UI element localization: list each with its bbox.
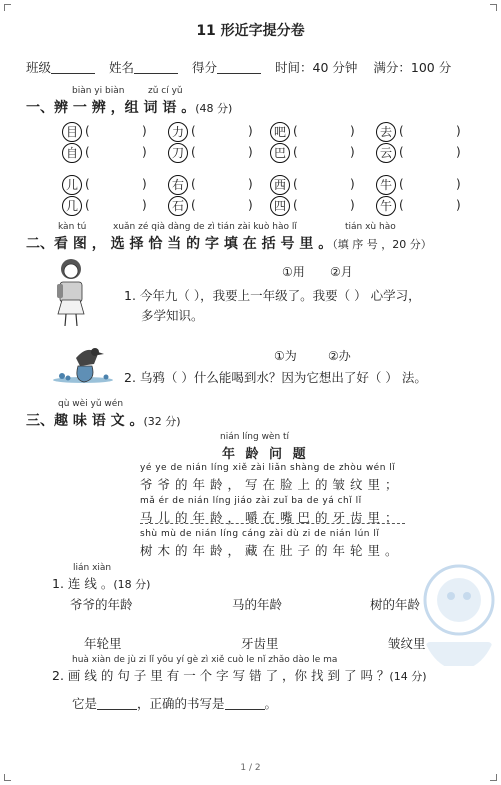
name-blank[interactable] bbox=[134, 61, 178, 74]
word-blank-open[interactable]: ( bbox=[399, 124, 404, 138]
word-blank-open[interactable]: ( bbox=[293, 124, 298, 138]
poem-line-3-pinyin: shù mù de nián líng cáng zài dù zi de nián lún lǐ bbox=[140, 529, 380, 539]
word-blank-open[interactable]: ( bbox=[399, 177, 404, 191]
word-blank-close: ) bbox=[350, 124, 355, 138]
q2-text: 2. 乌鸦（ ）什么能喝到水？因为它想出了好（ ） 法。 bbox=[124, 370, 427, 385]
score-blank[interactable] bbox=[217, 61, 261, 74]
answer-suffix: 。 bbox=[264, 696, 278, 711]
class-label: 班级 bbox=[26, 60, 52, 75]
word-blank-open[interactable]: ( bbox=[85, 145, 90, 159]
match-bottom-1[interactable]: 年轮里 bbox=[84, 636, 122, 651]
word-blank-open[interactable]: ( bbox=[293, 145, 298, 159]
word-blank-open[interactable]: ( bbox=[85, 198, 90, 212]
char-box: 牛 bbox=[376, 175, 396, 195]
word-blank-open[interactable]: ( bbox=[191, 198, 196, 212]
char-box: 目 bbox=[62, 122, 82, 142]
student-info-line bbox=[26, 58, 451, 76]
s2-pinyin-c: tián xù hào bbox=[345, 222, 396, 232]
char-box: 几 bbox=[62, 196, 82, 216]
poem-underline bbox=[140, 523, 405, 524]
poem-line-2-pinyin: mǎ ér de nián líng jiáo zài zuǐ ba de yá chǐ lǐ bbox=[140, 496, 362, 506]
corner-mark-tr bbox=[490, 4, 497, 11]
s1-pinyin-a: biàn yi biàn bbox=[72, 86, 125, 96]
word-blank-close: ) bbox=[456, 177, 461, 191]
word-blank-open[interactable]: ( bbox=[85, 177, 90, 191]
char-box: 石 bbox=[168, 196, 188, 216]
poem-line-3: 树木的年龄，藏在肚子的年轮里。 bbox=[140, 543, 403, 558]
char-box: 去 bbox=[376, 122, 396, 142]
s2-pinyin-b: xuǎn zé qià dàng de zì tián zài kuò hào lǐ bbox=[113, 222, 297, 232]
q1-text-cont: 多学知识。 bbox=[141, 308, 204, 323]
word-blank-close: ) bbox=[350, 177, 355, 191]
s3-title: 三、趣 味 语 文 。 bbox=[26, 413, 144, 429]
corner-mark-tl bbox=[4, 4, 11, 11]
word-blank-close: ) bbox=[142, 124, 147, 138]
word-blank-open[interactable]: ( bbox=[399, 145, 404, 159]
poem-line-1: 爷爷的年龄，写在脸上的皱纹里； bbox=[140, 477, 403, 492]
s1-pinyin-b: zǔ cí yǔ bbox=[148, 86, 183, 96]
q1-option-1: ①用 bbox=[282, 265, 305, 279]
match-top-1[interactable]: 爷爷的年龄 bbox=[70, 597, 133, 612]
char-box: 自 bbox=[62, 143, 82, 163]
match-top-3[interactable]: 树的年龄 bbox=[370, 597, 421, 612]
sub2-points: (14 分) bbox=[389, 670, 427, 683]
s3-pinyin: qù wèi yǔ wén bbox=[58, 399, 124, 409]
char-box: 午 bbox=[376, 196, 396, 216]
char-box: 刀 bbox=[168, 143, 188, 163]
sub2-heading bbox=[52, 666, 427, 684]
answer-line bbox=[72, 694, 277, 712]
char-box: 四 bbox=[270, 196, 290, 216]
time-label: 时间：40 分钟 bbox=[275, 60, 358, 75]
word-blank-open[interactable]: ( bbox=[85, 124, 90, 138]
correct-char-blank[interactable] bbox=[225, 697, 265, 710]
page-number: 1 / 2 bbox=[240, 763, 261, 773]
s3-heading bbox=[26, 410, 181, 430]
schoolgirl-illustration bbox=[52, 256, 90, 330]
word-blank-close: ) bbox=[248, 198, 253, 212]
word-blank-close: ) bbox=[248, 177, 253, 191]
class-blank[interactable] bbox=[51, 61, 95, 74]
match-bottom-3[interactable]: 皱纹里 bbox=[388, 636, 426, 651]
match-bottom-2[interactable]: 牙齿里 bbox=[241, 636, 279, 651]
word-blank-close: ) bbox=[456, 198, 461, 212]
poem-line-2: 马儿的年龄，嚼在嘴巴的牙齿里； bbox=[140, 510, 403, 525]
corner-mark-br bbox=[490, 774, 497, 781]
sub1-heading bbox=[52, 574, 150, 592]
sub1-points: (18 分) bbox=[113, 578, 151, 591]
page-title: 11 形近字提分卷 bbox=[196, 23, 305, 39]
s2-title: 二、看 图 ， 选 择 恰 当 的 字 填 在 括 号 里 。 bbox=[26, 236, 333, 252]
word-blank-open[interactable]: ( bbox=[399, 198, 404, 212]
watermark-logo bbox=[420, 560, 498, 670]
sub2-pinyin: huà xiàn de jù zi lǐ yǒu yí gè zì xiě cuò le nǐ zhǎo dào le ma bbox=[72, 655, 338, 665]
sub2-title: 2. 画 线 的 句 子 里 有 一 个 字 写 错 了 ，你 找 到 了 吗 ？ bbox=[52, 668, 390, 683]
poem-title-pinyin: nián líng wèn tí bbox=[220, 432, 290, 442]
name-label: 姓名 bbox=[109, 60, 135, 75]
sub1-title: 1. 连 线 。 bbox=[52, 576, 114, 591]
word-blank-close: ) bbox=[142, 198, 147, 212]
char-box: 力 bbox=[168, 122, 188, 142]
char-box: 右 bbox=[168, 175, 188, 195]
word-blank-close: ) bbox=[350, 198, 355, 212]
s2-heading bbox=[26, 233, 432, 253]
s3-points: (32 分) bbox=[143, 415, 181, 428]
score-label: 得分 bbox=[192, 60, 218, 75]
full-score-label: 满分：100 分 bbox=[373, 60, 452, 75]
sub1-pinyin: lián xiàn bbox=[73, 563, 112, 573]
q1-option-2: ②月 bbox=[330, 265, 353, 279]
crow-pitcher-illustration bbox=[48, 340, 118, 386]
word-blank-open[interactable]: ( bbox=[191, 145, 196, 159]
word-blank-open[interactable]: ( bbox=[293, 198, 298, 212]
word-blank-close: ) bbox=[248, 145, 253, 159]
word-blank-open[interactable]: ( bbox=[191, 177, 196, 191]
poem-line-1-pinyin: yé ye de nián líng xiě zài liǎn shàng de zhòu wén lǐ bbox=[140, 463, 396, 473]
match-top-2[interactable]: 马的年龄 bbox=[232, 597, 283, 612]
q2-option-1: ①为 bbox=[274, 349, 297, 363]
word-blank-close: ) bbox=[350, 145, 355, 159]
word-blank-open[interactable]: ( bbox=[293, 177, 298, 191]
char-box: 吧 bbox=[270, 122, 290, 142]
s2-points: （填 序 号 ，20 分） bbox=[332, 238, 432, 251]
char-box: 云 bbox=[376, 143, 396, 163]
q2-option-2: ②办 bbox=[328, 349, 351, 363]
word-blank-close: ) bbox=[142, 145, 147, 159]
corner-mark-bl bbox=[4, 774, 11, 781]
s1-title: 一、辨 一 辨 ，组 词 语 。 bbox=[26, 100, 196, 116]
word-blank-close: ) bbox=[248, 124, 253, 138]
word-blank-open[interactable]: ( bbox=[191, 124, 196, 138]
char-box: 儿 bbox=[62, 175, 82, 195]
answer-middle: ，正确的书写是 bbox=[137, 696, 225, 711]
word-blank-close: ) bbox=[456, 124, 461, 138]
s2-pinyin-a: kàn tú bbox=[58, 222, 87, 232]
poem-title: 年 龄 问 题 bbox=[222, 447, 309, 462]
word-blank-close: ) bbox=[456, 145, 461, 159]
char-box: 巴 bbox=[270, 143, 290, 163]
answer-prefix: 它是 bbox=[72, 696, 98, 711]
word-blank-close: ) bbox=[142, 177, 147, 191]
s1-points: (48 分) bbox=[195, 102, 233, 115]
s1-heading bbox=[26, 97, 232, 117]
wrong-char-blank[interactable] bbox=[97, 697, 137, 710]
char-box: 西 bbox=[270, 175, 290, 195]
q1-text: 1. 今年九（ ），我要上一年级了。我要（ ） 心学习， bbox=[124, 288, 421, 303]
